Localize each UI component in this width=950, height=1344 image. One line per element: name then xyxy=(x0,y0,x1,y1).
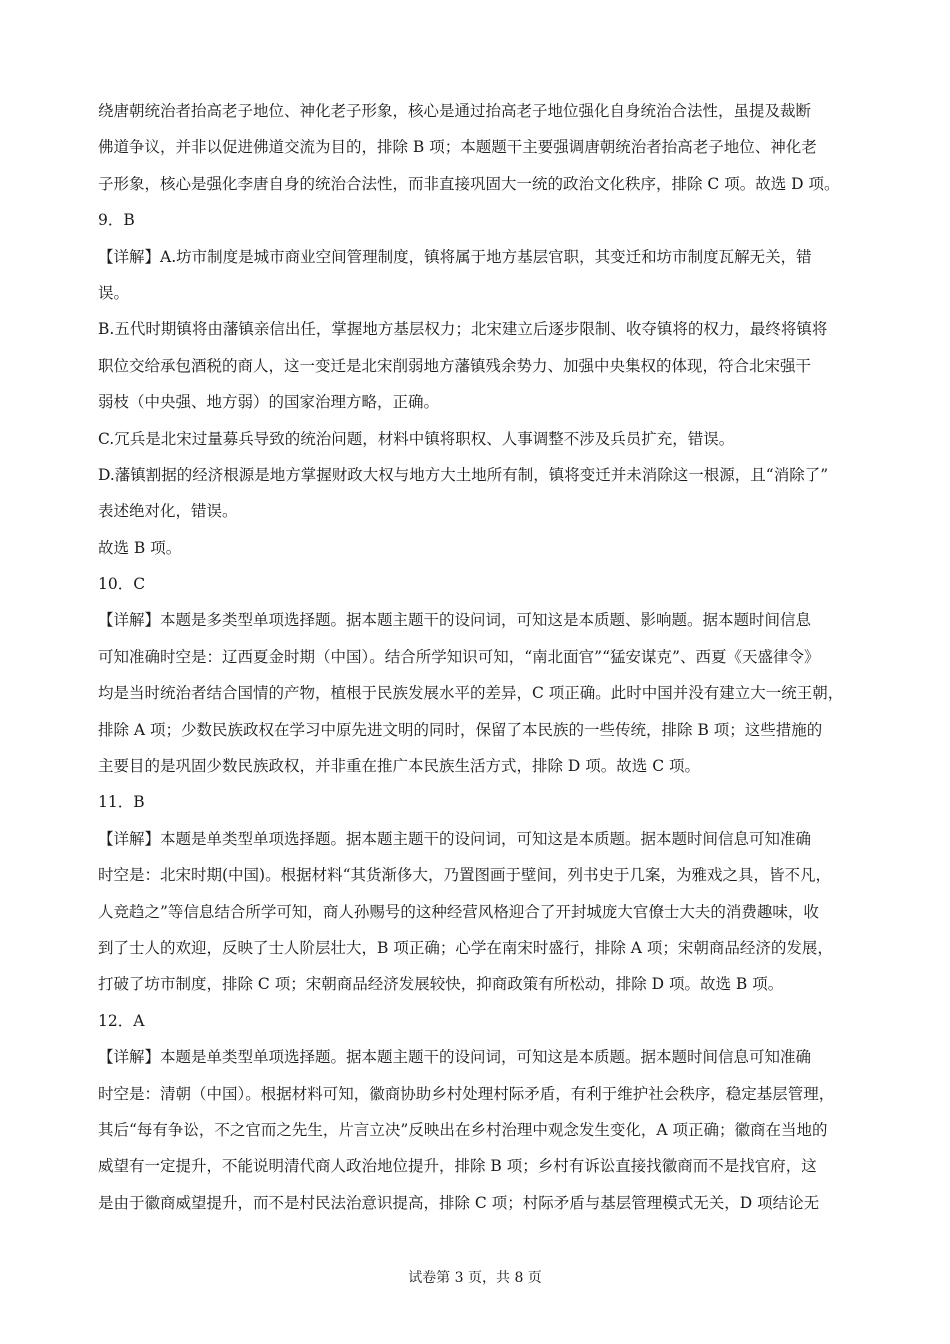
text-line: 时空是：北宋时期(中国)。根据材料“其货渐侈大，乃置图画于壁间，列书史于几案，为雅戏之具，皆不凡， xyxy=(98,866,832,885)
page-footer: 试卷第 3 页，共 8 页 xyxy=(408,1270,542,1286)
text-line: 排除 A 项；少数民族政权在学习中原先进文明的同时，保留了本民族的一些传统，排除 B 项；这些措施的 xyxy=(98,720,823,739)
text-line: 子形象，核心是强化李唐自身的统治合法性，而非直接巩固大一统的政治文化秩序，排除 C 项。故选 D 项。 xyxy=(98,174,840,193)
text-line: 【详解】A.坊市制度是城市商业空间管理制度，镇将属于地方基层官职，其变迁和坊市制度瓦解无关，错 xyxy=(98,247,812,266)
text-line: C.冗兵是北宋过量募兵导致的统治问题，材料中镇将职权、人事调整不涉及兵员扩充，错误。 xyxy=(98,429,735,448)
text-line: 人竞趋之”等信息结合所学可知，商人孙赐号的这种经营风格迎合了开封城庞大官僚士大夫的消费趣味，收 xyxy=(98,902,819,921)
text-line: 弱枝（中央强、地方弱）的国家治理方略，正确。 xyxy=(98,393,440,412)
question-answer-11: 11．B xyxy=(98,793,145,812)
text-line: 到了士人的欢迎，反映了士人阶层壮大，B 项正确；心学在南宋时盛行，排除 A 项；宋朝商品经济的发展， xyxy=(98,938,833,957)
text-line: 【详解】本题是单类型单项选择题。据本题主题干的设问词，可知这是本质题。据本题时间信息可知准确 xyxy=(98,829,812,848)
text-line: 是由于徽商威望提升，而不是村民法治意识提高，排除 C 项；村际矛盾与基层管理模式无关，D 项结论无 xyxy=(98,1193,820,1212)
question-answer-12: 12．A xyxy=(98,1011,145,1030)
answer-explanation-text xyxy=(98,96,858,1224)
text-line: 误。 xyxy=(98,283,130,302)
text-line: 职位交给承包酒税的商人，这一变迁是北宋削弱地方藩镇残余势力、加强中央集权的体现，符合北宋强干 xyxy=(98,356,812,375)
text-line: 故选 B 项。 xyxy=(98,538,182,557)
text-line: 其后“每有争讼，不之官而之先生，片言立决”反映出在乡村治理中观念发生变化，A 项正确；徽商在当地的 xyxy=(98,1120,828,1139)
text-line: 主要目的是巩固少数民族政权，并非重在推广本民族生活方式，排除 D 项。故选 C 项。 xyxy=(98,757,700,776)
question-answer-9: 9．B xyxy=(98,211,135,230)
text-line: 【详解】本题是多类型单项选择题。据本题主题干的设问词，可知这是本质题、影响题。据本题时间信息 xyxy=(98,611,812,630)
text-line: 绕唐朝统治者抬高老子地位、神化老子形象，核心是通过抬高老子地位强化自身统治合法性，虽提及裁断 xyxy=(98,102,812,120)
text-line: 打破了坊市制度，排除 C 项；宋朝商品经济发展较快，抑商政策有所松动，排除 D 项。故选 B 项。 xyxy=(98,975,784,994)
text-line: 表述绝对化，错误。 xyxy=(98,502,238,521)
text-line: 【详解】本题是单类型单项选择题。据本题主题干的设问词，可知这是本质题。据本题时间信息可知准确 xyxy=(98,1048,812,1067)
question-answer-10: 10．C xyxy=(98,575,146,594)
text-line: 时空是：清朝（中国）。根据材料可知，徽商协助乡村处理村际矛盾，有利于维护社会秩序，稳定基层管理， xyxy=(98,1084,835,1103)
text-line: D.藩镇割据的经济根源是地方掌握财政大权与地方大土地所有制，镇将变迁并未消除这一根源，且“消除了” xyxy=(98,465,829,484)
text-line: 佛道争议，并非以促进佛道交流为目的，排除 B 项；本题题干主要强调唐朝统治者抬高老子地位、神化老 xyxy=(98,138,817,157)
text-line: 均是当时统治者结合国情的产物，植根于民族发展水平的差异，C 项正确。此时中国并没有建立大一统王朝， xyxy=(98,684,844,703)
text-line: 可知准确时空是：辽西夏金时期（中国）。结合所学知识可知，“南北面官”“猛安谋克”、西夏《天盛律令》 xyxy=(98,647,820,666)
text-line: B.五代时期镇将由藩镇亲信出任，掌握地方基层权力；北宋建立后逐步限制、收夺镇将的权力，最终将镇将 xyxy=(98,320,828,339)
text-line: 威望有一定提升，不能说明清代商人政治地位提升，排除 B 项；乡村有诉讼直接找徽商而不是找官府，这 xyxy=(98,1157,817,1176)
